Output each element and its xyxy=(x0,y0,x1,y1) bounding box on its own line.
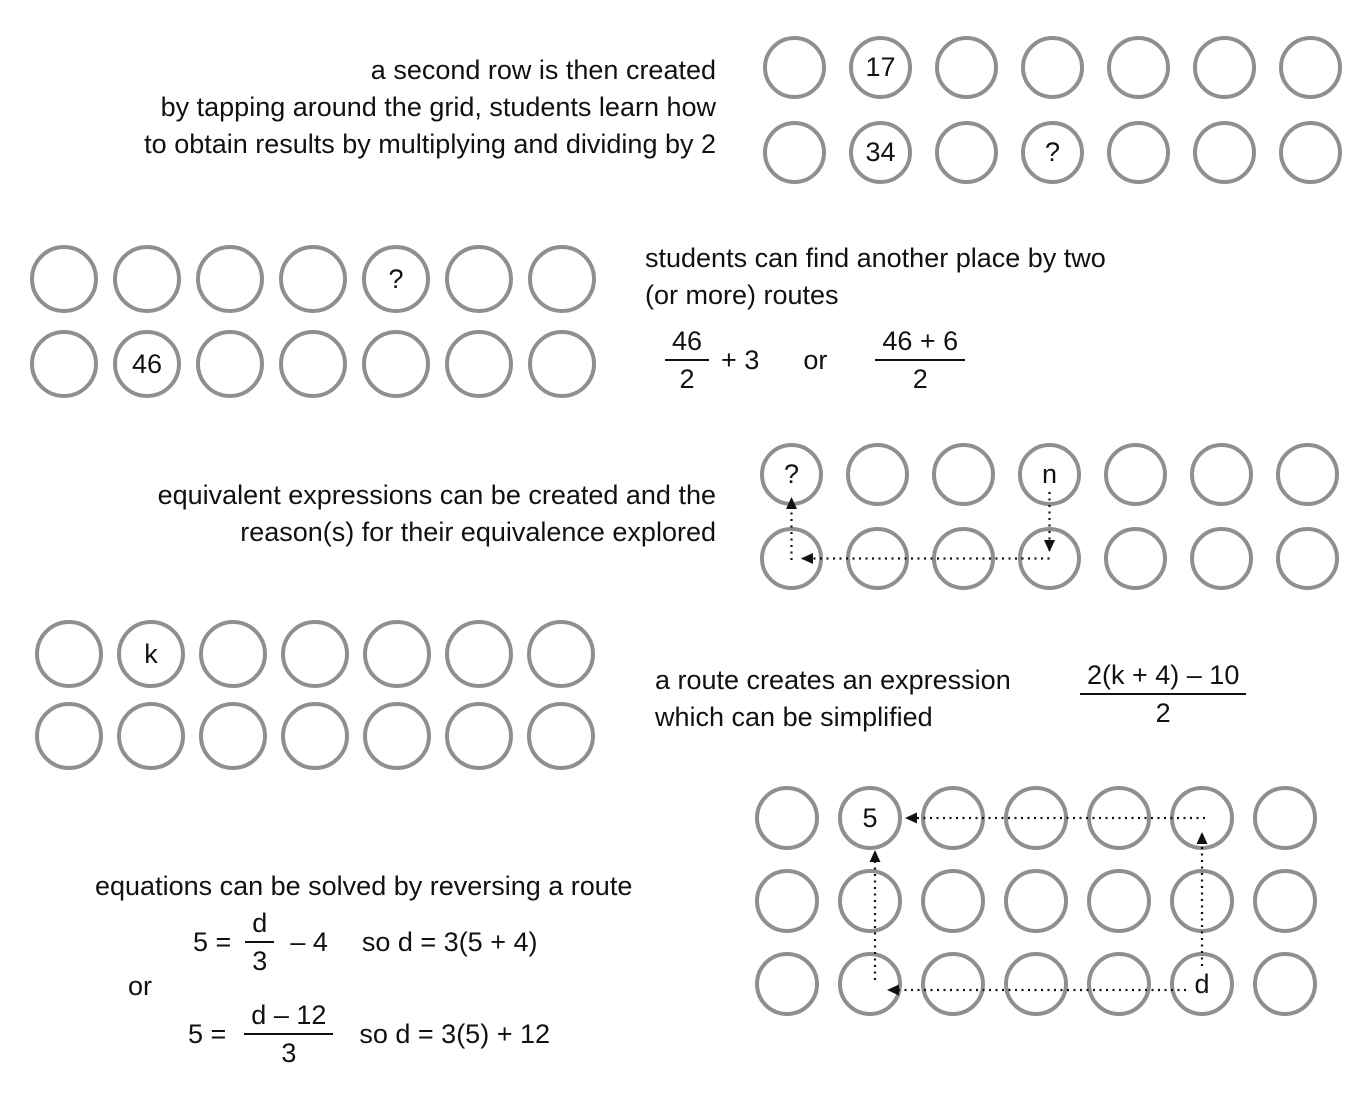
caption-equivalent-expressions xyxy=(100,477,716,551)
fraction-46-over-2 xyxy=(665,326,709,394)
grid-cell-empty xyxy=(279,330,347,398)
grid-cell-empty xyxy=(838,869,902,933)
grid-row xyxy=(30,245,596,313)
grid-cell-empty xyxy=(1193,36,1256,99)
grid-cell-empty xyxy=(445,620,513,688)
grid-cell-empty xyxy=(1279,121,1342,184)
grid-cell-empty xyxy=(281,620,349,688)
fraction-numerator: 46 + 6 xyxy=(875,326,965,361)
grid-cell-empty xyxy=(1253,786,1317,850)
grid-cell-empty xyxy=(1004,786,1068,850)
grid-cell-empty xyxy=(1190,443,1253,506)
grid-cell-empty xyxy=(117,702,185,770)
fraction-denominator: 2 xyxy=(679,364,695,394)
fraction-46plus6-over-2 xyxy=(875,326,965,394)
grid-cell-empty xyxy=(527,620,595,688)
grid-cell-d: d xyxy=(1170,952,1234,1016)
grid-cell-5: 5 xyxy=(838,786,902,850)
caption-line: to obtain results by multiplying and dividing by 2 xyxy=(144,129,716,159)
caption-line: a route creates an expression xyxy=(655,665,1011,695)
grid-cell-empty xyxy=(1193,121,1256,184)
grid-cell-empty xyxy=(921,869,985,933)
grid-cell-17: 17 xyxy=(849,36,912,99)
grid-cell-empty xyxy=(763,121,826,184)
grid-cell-empty xyxy=(30,245,98,313)
grid-cell-empty xyxy=(1170,869,1234,933)
grid-cell-empty xyxy=(1253,952,1317,1016)
caption-second-row xyxy=(20,52,716,163)
fraction-denominator: 3 xyxy=(252,946,268,976)
fraction-numerator: 46 xyxy=(665,326,709,361)
grid-row xyxy=(760,443,1339,506)
grid-cell-empty xyxy=(846,527,909,590)
equation-lhs: 5 = xyxy=(193,926,232,957)
grid-row xyxy=(30,330,596,398)
grid-cell-empty xyxy=(1190,527,1253,590)
grid-cell-empty xyxy=(363,702,431,770)
plus-3-term: + 3 xyxy=(721,344,760,375)
fraction-d-minus-12-over-3 xyxy=(244,1000,333,1068)
grid-row xyxy=(755,952,1317,1016)
grid-cell-empty xyxy=(1087,869,1151,933)
grid-cell-empty xyxy=(935,121,998,184)
grid-cell-empty xyxy=(363,620,431,688)
grid-row xyxy=(35,702,595,770)
grid-cell-empty xyxy=(199,702,267,770)
grid-cell-empty xyxy=(1107,36,1170,99)
caption-line: which can be simplified xyxy=(655,702,933,732)
grid-cell-empty xyxy=(763,36,826,99)
grid-cell-empty xyxy=(30,330,98,398)
caption-route-expression xyxy=(655,662,1011,736)
caption-line: equivalent expressions can be created and the xyxy=(157,480,716,510)
grid-cell-34: 34 xyxy=(849,121,912,184)
grid-row xyxy=(763,121,1342,184)
grid-cell-empty xyxy=(1253,869,1317,933)
grid-cell-empty xyxy=(362,330,430,398)
grid-row xyxy=(763,36,1342,99)
grid-cell-46: 46 xyxy=(113,330,181,398)
grid-cell-empty xyxy=(445,702,513,770)
grid-cell-empty xyxy=(279,245,347,313)
equation-lhs: 5 = xyxy=(188,1018,227,1049)
grid-5-d xyxy=(755,786,1317,1016)
grid-cell-empty xyxy=(1279,36,1342,99)
grid-cell-empty xyxy=(1276,527,1339,590)
grid-cell-empty xyxy=(196,245,264,313)
grid-cell-empty xyxy=(445,330,513,398)
grid-cell-empty xyxy=(1021,36,1084,99)
grid-row xyxy=(760,527,1339,590)
or-label-between-equations: or xyxy=(128,971,153,1001)
grid-cell-empty xyxy=(528,245,596,313)
grid-cell-empty xyxy=(196,330,264,398)
grid-n-question xyxy=(760,443,1339,590)
grid-cell-empty xyxy=(1104,443,1167,506)
equation-result: so d = 3(5 + 4) xyxy=(361,926,538,957)
equation-2 xyxy=(188,1000,550,1068)
grid-row xyxy=(35,620,595,688)
grid-cell-empty xyxy=(1087,786,1151,850)
fraction-numerator: d xyxy=(245,908,274,943)
fraction-k-expression xyxy=(1080,660,1246,728)
grid-cell-empty xyxy=(35,620,103,688)
grid-cell-empty xyxy=(1004,952,1068,1016)
grid-cell-empty xyxy=(199,620,267,688)
grid-cell-empty xyxy=(528,330,596,398)
grid-row xyxy=(755,869,1317,933)
caption-line: by tapping around the grid, students learn how xyxy=(160,92,716,122)
expression-two-routes xyxy=(665,326,965,394)
fraction-denominator: 2 xyxy=(1155,698,1171,728)
grid-cell-empty xyxy=(113,245,181,313)
grid-cell-empty xyxy=(281,702,349,770)
grid-k xyxy=(35,620,595,770)
grid-cell-n: n xyxy=(1018,443,1081,506)
grid-cell-empty xyxy=(1276,443,1339,506)
grid-cell-empty xyxy=(755,786,819,850)
equation-1 xyxy=(193,908,537,976)
fraction-d-over-3 xyxy=(245,908,274,976)
grid-cell-empty xyxy=(445,245,513,313)
fraction-numerator: d – 12 xyxy=(244,1000,333,1035)
caption-line: a second row is then created xyxy=(370,55,716,85)
grid-cell-empty xyxy=(921,952,985,1016)
grid-cell-empty xyxy=(35,702,103,770)
grid-cell-empty xyxy=(932,443,995,506)
caption-line: reason(s) for their equivalence explored xyxy=(240,517,716,547)
grid-17-34 xyxy=(763,36,1342,184)
caption-line: equations can be solved by reversing a route xyxy=(95,871,633,901)
caption-line: students can find another place by two xyxy=(645,243,1106,273)
grid-cell-empty xyxy=(1004,869,1068,933)
grid-cell-empty xyxy=(1087,952,1151,1016)
grid-cell-empty xyxy=(527,702,595,770)
expression-k-route xyxy=(1080,660,1246,728)
grid-row xyxy=(755,786,1317,850)
grid-cell-empty xyxy=(1104,527,1167,590)
grid-cell-k: k xyxy=(117,620,185,688)
grid-cell-empty xyxy=(1018,527,1081,590)
grid-cell-empty xyxy=(935,36,998,99)
grid-cell-question: ? xyxy=(362,245,430,313)
grid-cell-empty xyxy=(755,952,819,1016)
or-label: or xyxy=(803,344,828,375)
grid-46 xyxy=(30,245,596,398)
grid-cell-empty xyxy=(932,527,995,590)
grid-cell-empty xyxy=(846,443,909,506)
grid-cell-empty xyxy=(1107,121,1170,184)
grid-cell-empty xyxy=(760,527,823,590)
fraction-denominator: 3 xyxy=(281,1038,297,1068)
caption-line: (or more) routes xyxy=(645,280,839,310)
caption-equations-reversing xyxy=(95,868,632,905)
fraction-numerator: 2(k + 4) – 10 xyxy=(1080,660,1246,695)
grid-cell-question: ? xyxy=(760,443,823,506)
grid-cell-empty xyxy=(1170,786,1234,850)
equation-result: so d = 3(5) + 12 xyxy=(359,1018,550,1049)
caption-two-routes xyxy=(645,240,1106,314)
grid-cell-empty xyxy=(838,952,902,1016)
fraction-denominator: 2 xyxy=(912,364,928,394)
grid-cell-empty xyxy=(755,869,819,933)
minus-4-term: – 4 xyxy=(290,926,328,957)
grid-cell-empty xyxy=(921,786,985,850)
grid-cell-question: ? xyxy=(1021,121,1084,184)
